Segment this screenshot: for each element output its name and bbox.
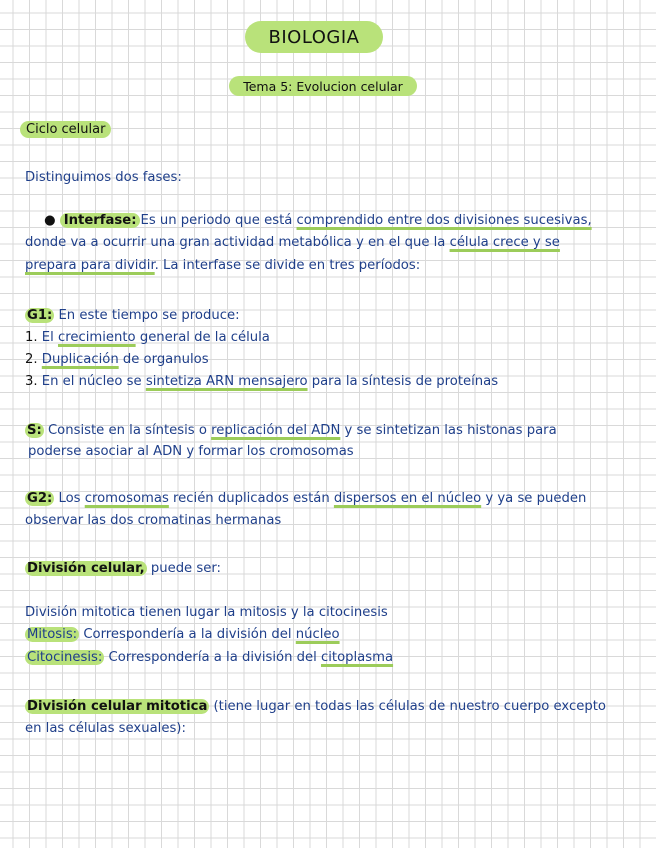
interfase-text-a: Es un periodo que está (140, 213, 297, 228)
interfase-text-c: donde va a ocurrir una gran actividad metabólica y en el que la (25, 235, 450, 250)
s-line-1 (25, 423, 557, 438)
s-text-a: Consiste en la síntesis o (43, 423, 212, 438)
list-number: 1. (25, 330, 38, 345)
mitotica-text: (tiene lugar en todas las células de nuestro cuerpo excepto (209, 699, 606, 714)
g2-text-a: Los (54, 491, 85, 506)
g2-text-d: dispersos en el núcleo (333, 491, 482, 506)
list-item (25, 374, 498, 389)
interfase-text-b: comprendido entre dos divisiones sucesivas, (296, 213, 592, 228)
list-text: general de la célula (135, 330, 270, 345)
g2-label: G2: (27, 491, 53, 506)
interfase-label: Interfase: (60, 213, 141, 228)
interfase-text-f: . La interfase se divide en tres períodos: (154, 258, 421, 273)
intro-text: Distinguimos dos fases: (25, 170, 182, 185)
list-number: 3. (25, 374, 38, 389)
citocinesis-label: Citocinesis: (27, 650, 103, 665)
s-text-c: y se sintetizan las histonas para (340, 423, 557, 438)
mitosis-text: Correspondería a la división del (79, 627, 296, 642)
mitosis-line (25, 627, 340, 642)
s-line-2: poderse asociar al ADN y formar los cromosomas (28, 444, 354, 459)
g1-label: G1: (27, 308, 53, 323)
mitosis-text-ul: núcleo (295, 627, 340, 642)
list-text: El (37, 330, 58, 345)
interfase-line-2 (25, 235, 560, 250)
mitotica-line-2: en las células sexuales): (25, 721, 186, 736)
list-item (25, 352, 209, 367)
g2-text-e: y ya se pueden (481, 491, 587, 506)
g2-line-1 (25, 491, 586, 506)
interfase-line-3 (25, 258, 420, 273)
list-number: 2. (25, 352, 38, 367)
page-subtitle: Tema 5: Evolucion celular (229, 76, 417, 96)
bullet-icon: ● (44, 213, 56, 228)
list-text-ul: crecimiento (57, 330, 136, 345)
g1-text: En este tiempo se produce: (54, 308, 240, 323)
g2-line-2: observar las dos cromatinas hermanas (25, 513, 282, 528)
page-title: BIOLOGIA (245, 21, 383, 53)
interfase-text-d: célula crece y se (449, 235, 560, 250)
list-item (25, 330, 270, 345)
list-text: En el núcleo se (37, 374, 146, 389)
g2-text-c: recién duplicados están (168, 491, 334, 506)
section-heading: Ciclo celular (20, 121, 111, 138)
mitosis-label: Mitosis: (27, 627, 78, 642)
s-label: S: (27, 423, 42, 438)
interfase-line-1 (44, 213, 592, 228)
list-text: de organulos (118, 352, 209, 367)
citocinesis-text-ul: citoplasma (320, 650, 394, 665)
division-line (25, 561, 221, 576)
mitotica-label: División celular mitotica (27, 699, 208, 714)
division-label: División celular, (27, 561, 145, 576)
interfase-text-e: prepara para dividir (25, 258, 155, 273)
list-text-ul: sintetiza ARN mensajero (145, 374, 308, 389)
citocinesis-line (25, 650, 393, 665)
list-text: para la síntesis de proteínas (307, 374, 499, 389)
division-text: puede ser: (146, 561, 221, 576)
s-text-b: replicación del ADN (211, 423, 341, 438)
g2-text-b: cromosomas (84, 491, 169, 506)
citocinesis-text: Correspondería a la división del (104, 650, 321, 665)
g1-line (25, 308, 240, 323)
mitotica-line-1 (25, 699, 606, 714)
list-text-ul: Duplicación (41, 352, 119, 367)
mitotica-summary: División mitotica tienen lugar la mitosis y la citocinesis (25, 605, 388, 620)
